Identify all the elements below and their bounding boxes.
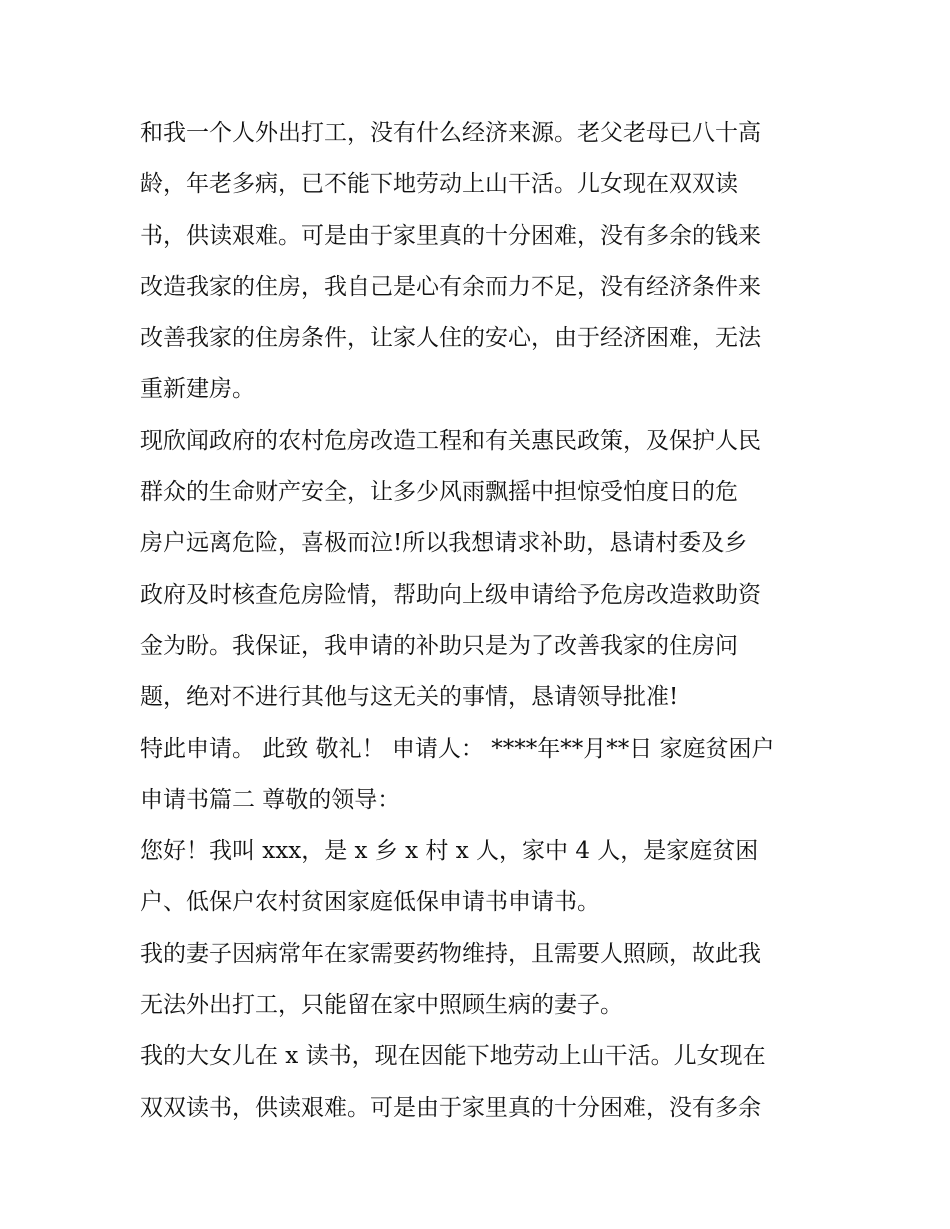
text-line: 房户远离危险，喜极而泣!所以我想请求补助，恳请村委及乡 [140, 530, 748, 557]
text-line: 双双读书，供读艰难。可是由于家里真的十分困难，没有多余 [140, 1094, 761, 1121]
text-line: 政府及时核查危房险情，帮助向上级申请给予危房改造救助资 [140, 581, 761, 608]
text-line: 改善我家的住房条件，让家人住的安心，由于经济困难，无法 [140, 325, 761, 352]
text-line: 重新建房。 [140, 376, 255, 403]
text-line: 我的大女儿在 x 读书，现在因能下地劳动上山干活。儿女现在 [140, 1043, 766, 1070]
text-line: 我的妻子因病常年在家需要药物维持，且需要人照顾，故此我 [140, 940, 761, 967]
text-line: 书，供读艰难。可是由于家里真的十分困难，没有多余的钱来 [140, 222, 761, 249]
text-line: 户、低保户农村贫困家庭低保申请书申请书。 [140, 889, 600, 916]
text-line: 群众的生命财产安全，让多少风雨飘摇中担惊受怕度日的危 [140, 479, 738, 506]
text-line: 改造我家的住房，我自己是心有余而力不足，没有经济条件来 [140, 273, 761, 300]
text-line: 和我一个人外出打工，没有什么经济来源。老父老母已八十高 [140, 120, 761, 146]
document-body [140, 108, 830, 1134]
text-line: 申请书篇二 尊敬的领导： [140, 786, 401, 813]
text-line: 龄，年老多病，已不能下地劳动上山干活。儿女现在双双读 [140, 171, 738, 198]
text-line: 特此申请。 此致 敬礼！ 申请人： ****年**月**日 家庭贫困户 [140, 735, 775, 762]
text-line: 现欣闻政府的农村危房改造工程和有关惠民政策，及保护人民 [140, 427, 761, 454]
text-line: 您好！我叫 xxx，是 x 乡 x 村 x 人，家中 4 人，是家庭贫困 [140, 838, 759, 865]
text-line: 题，绝对不进行其他与这无关的事情，恳请领导批准! [140, 684, 679, 711]
text-line: 无法外出打工，只能留在家中照顾生病的妻子。 [140, 992, 623, 1019]
text-line: 金为盼。我保证，我申请的补助只是为了改善我家的住房问 [140, 632, 738, 659]
